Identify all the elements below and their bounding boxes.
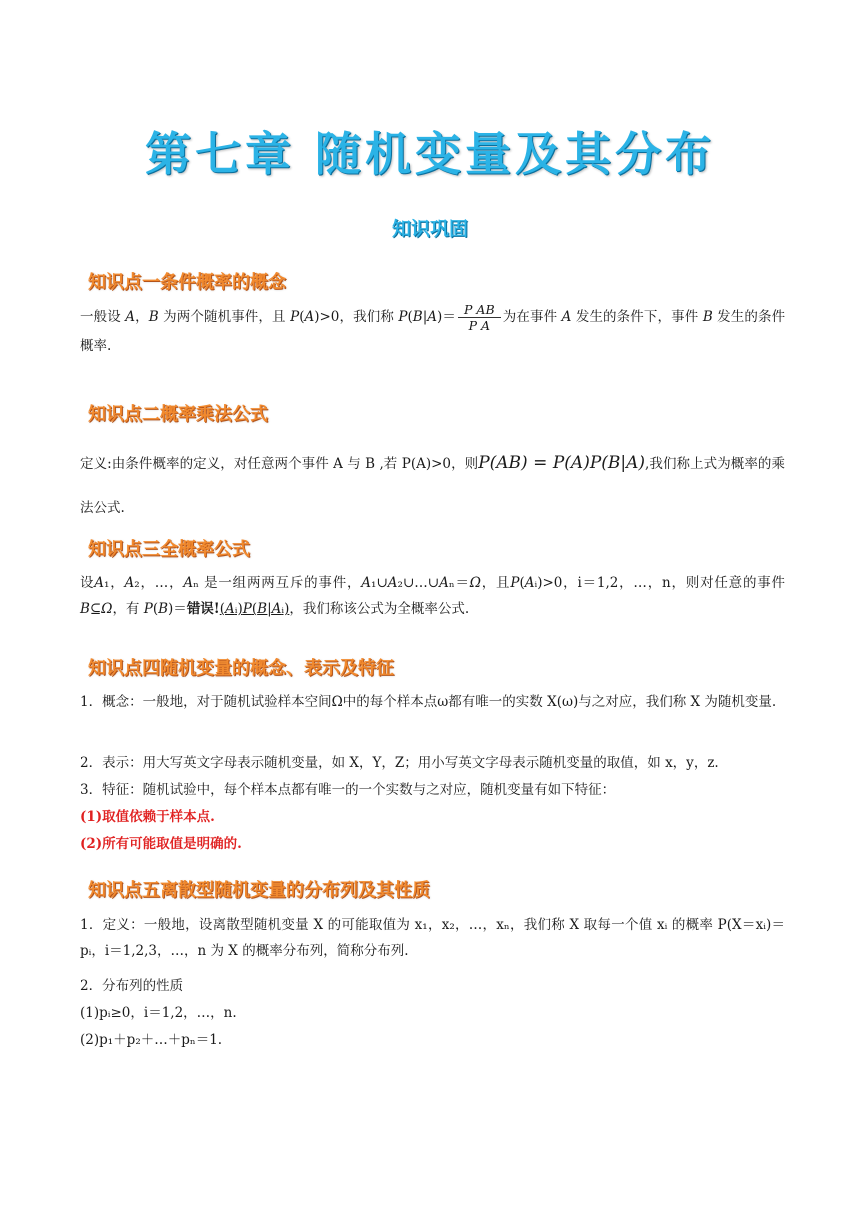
- section-subtitle: 知识巩固: [391, 218, 468, 240]
- kp5-item1: 1．定义：一般地，设离散型随机变量 X 的可能取值为 x₁，x₂，…，xₙ，我们称 X 取每一个值 xᵢ 的概率 P(X＝xᵢ)＝pᵢ，i＝1,2,3，…，n 为 X 的概率分布列，简称分布列.: [80, 917, 785, 959]
- kp4-red-point1: (1)取值依赖于样本点.: [80, 809, 215, 825]
- kp3-paragraph: 设A₁，A₂，…，Aₙ 是一组两两互斥的事件，A₁∪A₂∪…∪Aₙ＝Ω，且P(Aᵢ)>0，i＝1,2，…，n，则对任意的事件 B⊆Ω，有 P(B)＝错误!(Aᵢ)P(B|Aᵢ)，我们称该公式为全概率公式.: [80, 575, 786, 617]
- kp4-item2: 2．表示：用大写英文字母表示随机变量，如 X，Y，Z；用小写英文字母表示随机变量的取值，如 x，y，z.: [80, 755, 719, 771]
- kp1-heading: 知识点一条件概率的概念: [88, 272, 286, 293]
- chapter-title: 第七章 随机变量及其分布: [144, 127, 715, 181]
- error-field-label: 错误!: [186, 601, 220, 617]
- kp2-heading: 知识点二概率乘法公式: [88, 404, 268, 425]
- kp2-paragraph: 定义:由条件概率的定义，对任意两个事件 A 与 B ,若 P(A)>0，则P(AB) = P(A)P(B|A),我们称上式为概率的乘法公式.: [80, 453, 785, 516]
- kp4-red-point2: (2)所有可能取值是明确的.: [80, 836, 242, 852]
- kp5-item2: 2．分布列的性质: [80, 978, 184, 994]
- kp4-item3: 3．特征：随机试验中，每个样本点都有唯一的一个实数与之对应，随机变量有如下特征：: [80, 782, 616, 798]
- kp5-heading: 知识点五离散型随机变量的分布列及其性质: [88, 880, 430, 901]
- multiplication-formula: P(AB) = P(A)P(B|A): [478, 453, 646, 473]
- conditional-probability-fraction: $\frac{\text{P AB}}{\text{P A}}$: [458, 302, 501, 333]
- kp4-item1: 1．概念：一般地，对于随机试验样本空间Ω中的每个样本点ω都有唯一的实数 X(ω)与之对应，我们称 X 为随机变量.: [80, 694, 777, 710]
- kp4-heading: 知识点四随机变量的概念、表示及特征: [88, 658, 394, 679]
- kp3-heading: 知识点三全概率公式: [88, 539, 250, 560]
- kp5-property2: (2)p₁＋p₂＋…＋pₙ＝1.: [80, 1032, 223, 1048]
- kp5-property1: (1)pᵢ≥0，i＝1,2，…，n.: [80, 1005, 237, 1021]
- kp1-paragraph: 一般设 A，B 为两个随机事件，且 P(A)>0，我们称 P(B|A)＝ $\frac{\text{P AB}}{\text{P A}}$ 为在事件 A 发生的条件下，事件 B 发生的条件概率.: [80, 302, 786, 354]
